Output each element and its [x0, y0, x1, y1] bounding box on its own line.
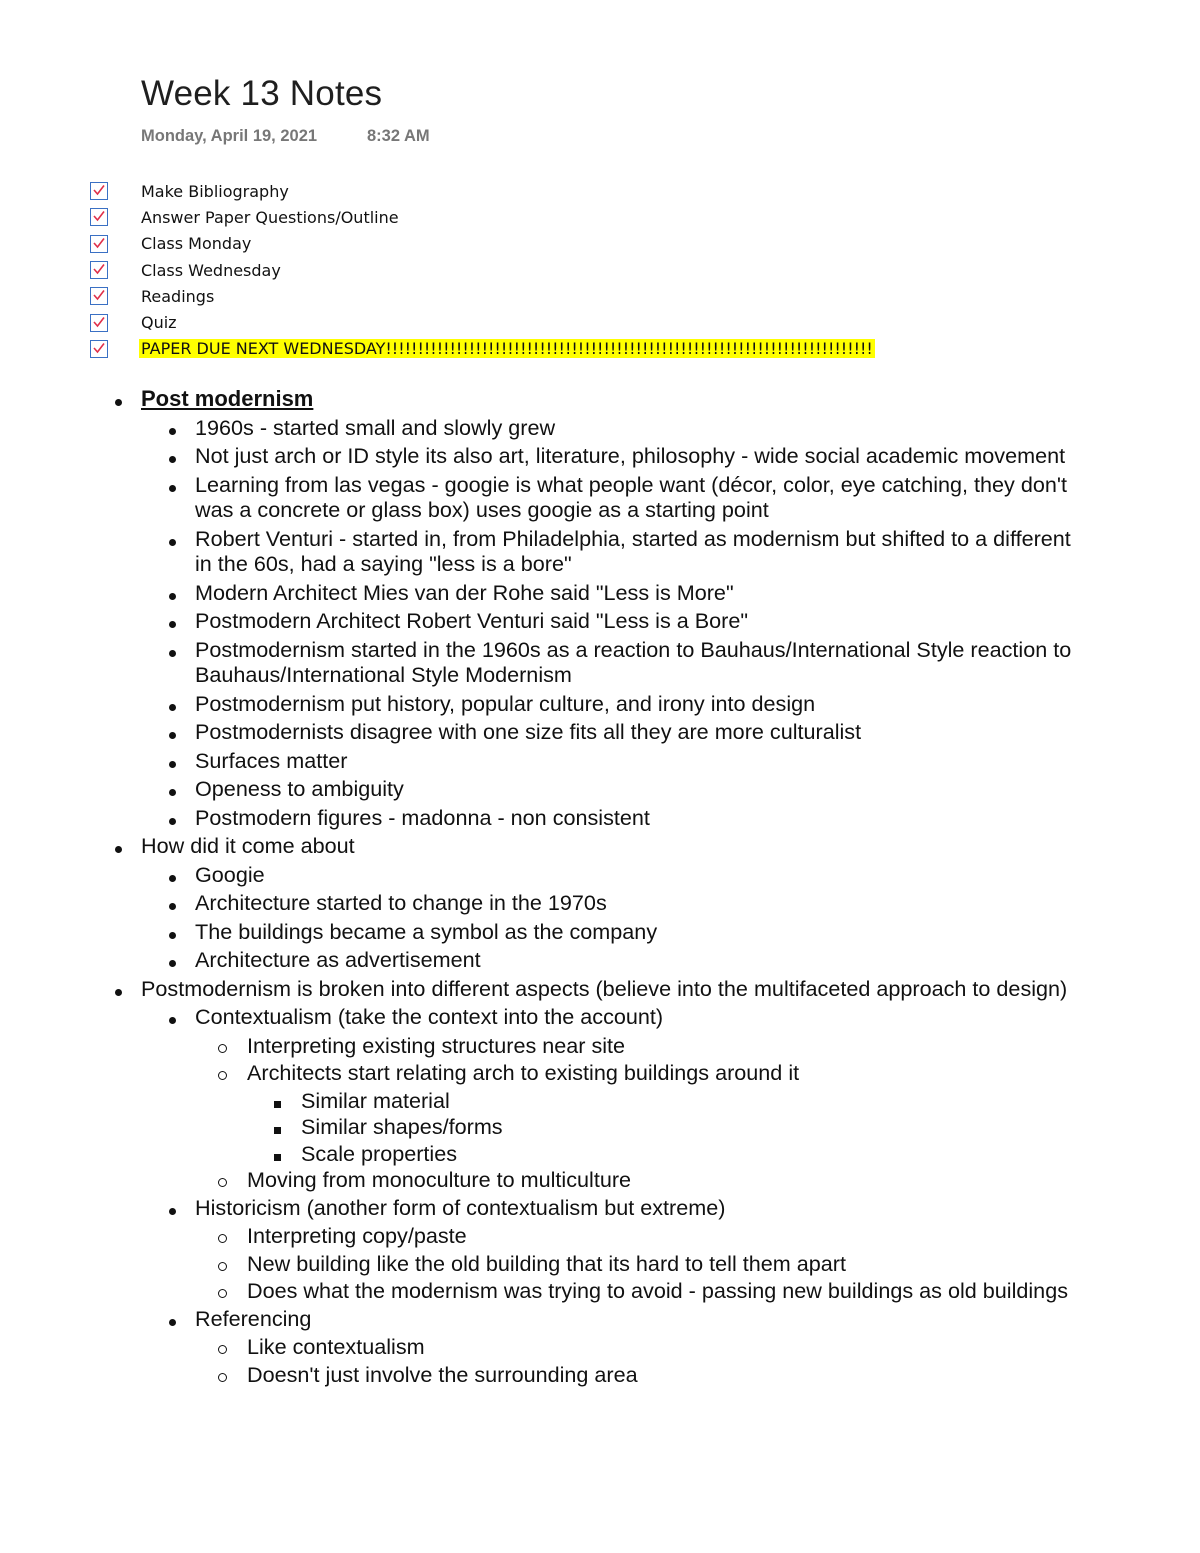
- outline-item: [112, 580, 1072, 606]
- outline-text: Like contextualism: [247, 1334, 425, 1359]
- outline-item: [112, 805, 1072, 831]
- todo-label: Answer Paper Questions/Outline: [141, 207, 399, 227]
- todo-label: Make Bibliography: [141, 181, 289, 201]
- bullet-dot-icon: [169, 637, 176, 663]
- outline-heading: [112, 386, 1072, 412]
- outline-item: [112, 526, 1072, 577]
- bullet-dot-icon: [169, 608, 176, 634]
- outline-text: Surfaces matter: [195, 747, 348, 773]
- outline-item: [112, 691, 1072, 717]
- bullet-square-icon: [274, 1088, 281, 1114]
- bullet-square-icon: [274, 1141, 281, 1167]
- bullet-circle-icon: [218, 1362, 227, 1388]
- bullet-dot-icon: [115, 976, 122, 1002]
- outline-text: Postmodernists disagree with one size fits all they are more culturalist: [195, 719, 862, 744]
- todo-label: Readings: [141, 286, 215, 306]
- outline-text: The buildings became a symbol as the company: [195, 918, 658, 944]
- outline-item: [112, 1060, 1072, 1086]
- outline-item: [112, 472, 1072, 523]
- bullet-dot-icon: [169, 947, 176, 973]
- outline-item: [112, 1114, 1072, 1140]
- bullet-dot-icon: [169, 776, 176, 802]
- outline-item: [112, 1141, 1072, 1167]
- section-heading: Post modernism: [141, 386, 314, 411]
- bullet-dot-icon: [169, 719, 176, 745]
- todo-item: [90, 178, 875, 204]
- outline-item: [112, 1223, 1072, 1249]
- bullet-dot-icon: [169, 890, 176, 916]
- outline-item: [112, 976, 1072, 1002]
- bullet-dot-icon: [169, 1306, 176, 1332]
- bullet-dot-icon: [169, 443, 176, 469]
- todo-item: [90, 204, 875, 230]
- outline-text: Referencing: [195, 1305, 312, 1331]
- outline-text: Openess to ambiguity: [195, 776, 404, 801]
- outline-text: Learning from las vegas - googie is what people want (décor, color, eye catching, they don't was a concrete or glass box) uses googie as a starting point: [195, 471, 1067, 522]
- outline-text: Moving from monoculture to multiculture: [247, 1167, 632, 1192]
- outline-text: 1960s - started small and slowly grew: [195, 414, 556, 440]
- outline-item: [112, 1195, 1072, 1221]
- page-title: Week 13 Notes: [141, 74, 383, 113]
- bullet-dot-icon: [169, 862, 176, 888]
- bullet-circle-icon: [218, 1167, 227, 1193]
- bullet-square-icon: [274, 1114, 281, 1140]
- checkbox-checked-icon[interactable]: [90, 208, 108, 226]
- checkbox-checked-icon[interactable]: [90, 235, 108, 253]
- outline-item: [112, 776, 1072, 802]
- outline-item: [112, 1088, 1072, 1114]
- outline-text: Postmodernism is broken into different aspects (believe into the multifaceted approach to design): [141, 975, 1068, 1001]
- bullet-dot-icon: [169, 691, 176, 717]
- outline-item: [112, 415, 1072, 441]
- outline-text: Architects start relating arch to existing buildings around it: [247, 1060, 800, 1085]
- bullet-circle-icon: [218, 1060, 227, 1086]
- todo-label: Quiz: [141, 313, 177, 333]
- outline-item: [112, 1278, 1072, 1304]
- outline-text: Scale properties: [301, 1140, 458, 1166]
- outline-text: Modern Architect Mies van der Rohe said "Less is More": [195, 579, 734, 605]
- outline-item: [112, 637, 1072, 688]
- bullet-dot-icon: [169, 526, 176, 552]
- bullet-circle-icon: [218, 1223, 227, 1249]
- bullet-dot-icon: [169, 805, 176, 831]
- page-time: 8:32 AM: [367, 127, 430, 145]
- bullet-dot-icon: [169, 415, 176, 441]
- outline-text: Contextualism (take the context into the account): [195, 1004, 664, 1029]
- outline-text: Architecture started to change in the 1970s: [195, 890, 607, 915]
- outline-item: [112, 608, 1072, 634]
- outline-text: Architecture as advertisement: [195, 947, 481, 972]
- outline-text: Robert Venturi - started in, from Philadelphia, started as modernism but shifted to a different in the 60s, had a saying "less is a bore": [195, 525, 1071, 576]
- outline-item: [112, 1167, 1072, 1193]
- todo-label-highlighted: PAPER DUE NEXT WEDNESDAY!!!!!!!!!!!!!!!!!!!!!!!!!!!!!!!!!!!!!!!!!!!!!!!!!!!!!!!!!!!!!!!!!!!!!!!!!!!!: [141, 339, 873, 359]
- bullet-circle-icon: [218, 1251, 227, 1277]
- bullet-dot-icon: [115, 833, 122, 859]
- outline-item: [112, 833, 1072, 859]
- outline-item: [112, 947, 1072, 973]
- bullet-dot-icon: [169, 748, 176, 774]
- outline-text: Similar material: [301, 1087, 450, 1113]
- outline-text: Doesn't just involve the surrounding area: [247, 1361, 638, 1387]
- checkbox-checked-icon[interactable]: [90, 261, 108, 279]
- bullet-circle-icon: [218, 1033, 227, 1059]
- todo-item: [90, 283, 875, 309]
- bullet-dot-icon: [169, 1004, 176, 1030]
- outline-item: [112, 1362, 1072, 1388]
- todo-label: Class Wednesday: [141, 260, 281, 280]
- outline-text: Postmodern Architect Robert Venturi said "Less is a Bore": [195, 608, 749, 633]
- outline-text: Postmodernism put history, popular culture, and irony into design: [195, 690, 816, 716]
- outline-item: [112, 1033, 1072, 1059]
- outline-text: Not just arch or ID style its also art, literature, philosophy - wide social academic movement: [195, 443, 1066, 468]
- bullet-dot-icon: [169, 472, 176, 498]
- bullet-circle-icon: [218, 1334, 227, 1360]
- checkbox-checked-icon[interactable]: [90, 182, 108, 200]
- outline-text: Similar shapes/forms: [301, 1114, 503, 1139]
- outline-text: New building like the old building that its hard to tell them apart: [247, 1250, 846, 1276]
- outline-item: [112, 1004, 1072, 1030]
- page-date: Monday, April 19, 2021: [141, 127, 318, 145]
- bullet-dot-icon: [169, 580, 176, 606]
- outline-item: [112, 443, 1072, 469]
- checkbox-checked-icon[interactable]: [90, 287, 108, 305]
- outline-item: [112, 862, 1072, 888]
- outline-item: [112, 748, 1072, 774]
- todo-item: [90, 257, 875, 283]
- outline-item: [112, 1251, 1072, 1277]
- outline-text: Interpreting existing structures near site: [247, 1032, 626, 1058]
- outline-item: [112, 719, 1072, 745]
- notes-outline: [112, 386, 1072, 1389]
- outline-text: Postmodernism started in the 1960s as a reaction to Bauhaus/International Style reaction to Bauhaus/International Style Modernism: [195, 636, 1072, 687]
- outline-text: Postmodern figures - madonna - non consistent: [195, 804, 650, 830]
- outline-item: [112, 1334, 1072, 1360]
- bullet-circle-icon: [218, 1278, 227, 1304]
- checkbox-checked-icon[interactable]: [90, 340, 108, 358]
- outline-text: Googie: [195, 861, 265, 887]
- todo-item: [90, 231, 875, 257]
- bullet-dot-icon: [115, 386, 122, 412]
- outline-item: [112, 890, 1072, 916]
- todo-list: [90, 178, 875, 362]
- bullet-dot-icon: [169, 1195, 176, 1221]
- checkbox-checked-icon[interactable]: [90, 314, 108, 332]
- todo-label: Class Monday: [141, 234, 252, 254]
- outline-text: Interpreting copy/paste: [247, 1223, 467, 1248]
- todo-item: [90, 336, 875, 362]
- outline-text: Historicism (another form of contextualism but extreme): [195, 1194, 726, 1220]
- outline-text: How did it come about: [141, 833, 355, 858]
- outline-item: [112, 919, 1072, 945]
- bullet-dot-icon: [169, 919, 176, 945]
- outline-text: Does what the modernism was trying to avoid - passing new buildings as old buildings: [247, 1278, 1068, 1303]
- outline-item: [112, 1306, 1072, 1332]
- todo-item: [90, 309, 875, 335]
